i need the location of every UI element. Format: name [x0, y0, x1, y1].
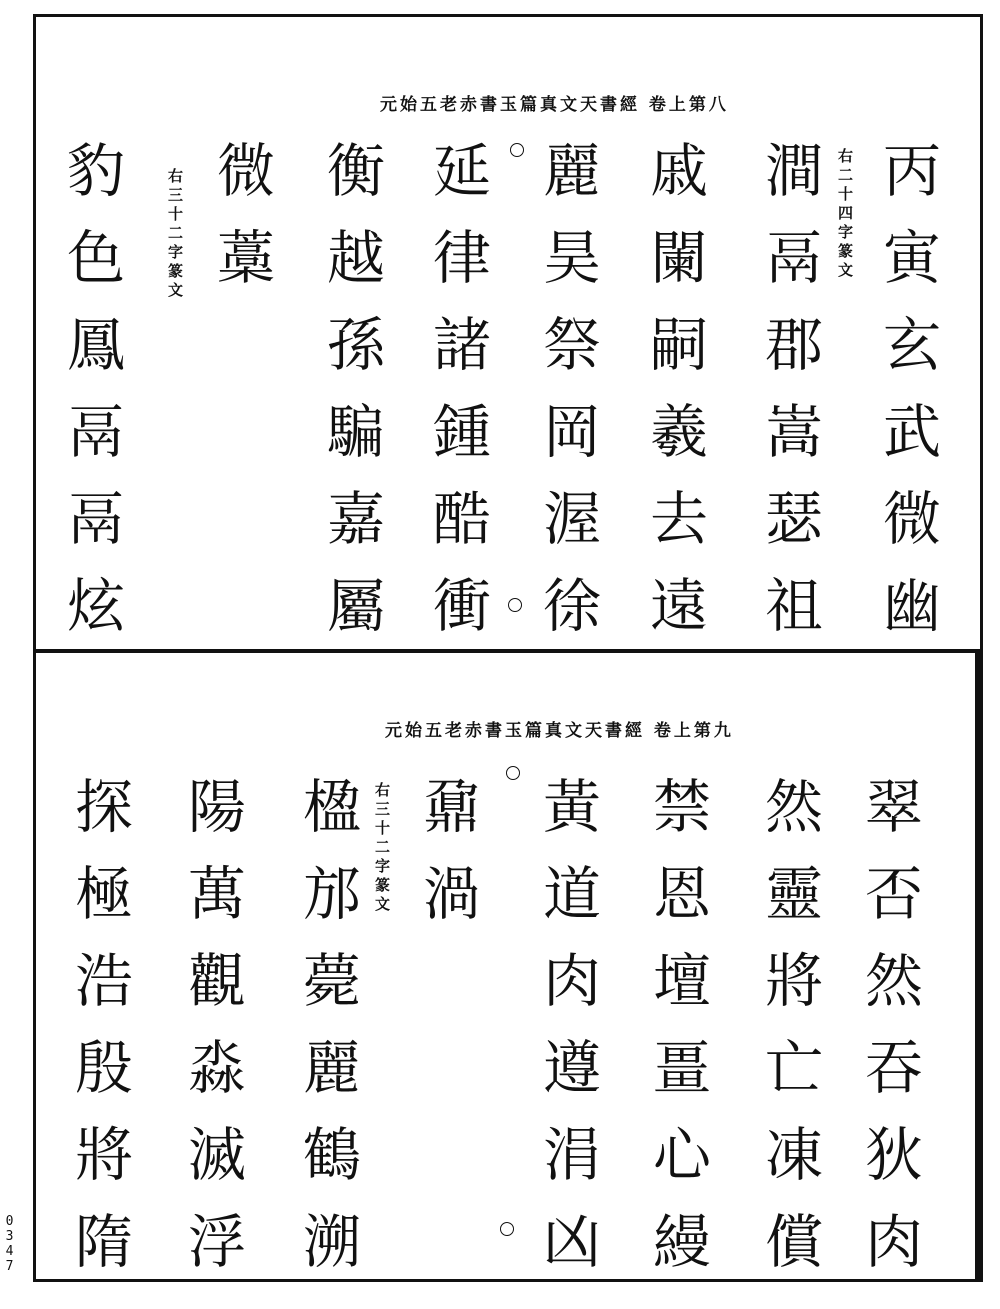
top-note-2: 右三十二字篆文: [166, 168, 184, 301]
bottom-column-5: 鼐渦: [413, 776, 481, 950]
bottom-column-8: 探極浩殷將隋: [65, 776, 133, 1298]
top-column-4: 麗昊祭岡渥徐: [533, 140, 601, 662]
panel-divider: [33, 649, 983, 653]
bottom-column-6: 楹邡薨麗鶴溯: [293, 776, 361, 1298]
page-edge-shadow: [975, 653, 981, 1282]
top-panel-header: 元始五老赤書玉篇真文天書經 卷上第八: [380, 95, 729, 115]
bottom-column-1: 翠否然吞狄肉: [855, 776, 923, 1298]
bottom-column-3: 禁恩壇畺心縵: [643, 776, 711, 1298]
bottom-column-4: 黃道肉遵涓凶: [533, 776, 601, 1298]
bottom-column-2: 然靈將亡凍償: [755, 776, 823, 1298]
circle-mark: [506, 766, 520, 780]
top-column-3: 戚闌嗣羲去遠: [640, 140, 708, 662]
circle-mark: [508, 598, 522, 612]
circle-mark: [510, 143, 524, 157]
top-column-2: 澗鬲郡嵩瑟祖: [755, 140, 823, 662]
top-column-1: 丙寅玄武微幽: [873, 140, 941, 662]
page-number: 0347: [2, 1214, 17, 1274]
circle-mark: [500, 1222, 514, 1236]
top-column-5: 延律諸鍾酷衝: [423, 140, 491, 662]
bottom-column-7: 陽萬觀淼滅浮: [178, 776, 246, 1298]
top-column-7: 微藁: [207, 140, 275, 314]
top-column-6: 衡越孫騙嘉屬: [317, 140, 385, 662]
top-note-1: 右二十四字篆文: [836, 148, 854, 281]
bottom-panel-header: 元始五老赤書玉篇真文天書經 卷上第九: [385, 721, 734, 741]
top-column-8: 豹色鳳鬲鬲炫: [57, 140, 125, 662]
bottom-note-1: 右三十二字篆文: [373, 782, 391, 915]
